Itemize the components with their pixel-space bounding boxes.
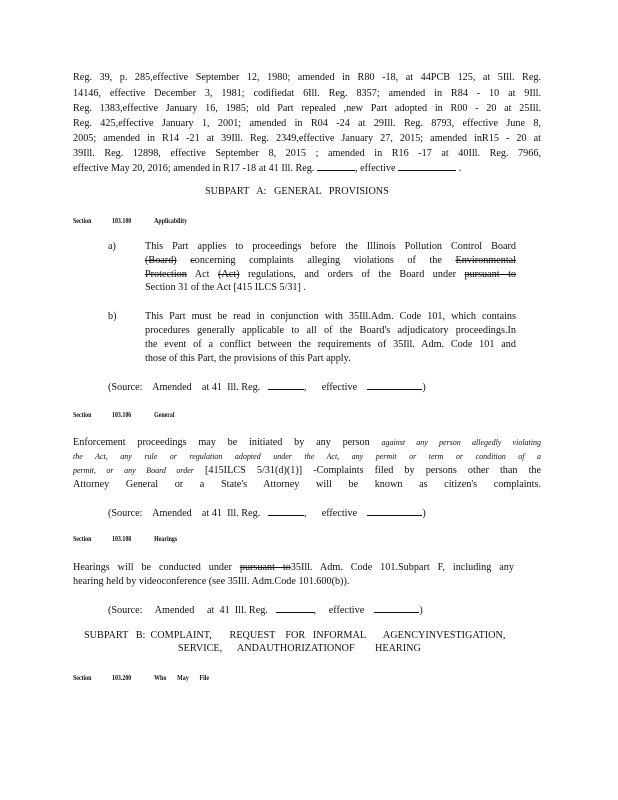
deleted-text: Protection	[145, 269, 187, 280]
history-text: .	[458, 163, 462, 174]
statutory-italic-text: against any person allegedly violating	[381, 438, 541, 447]
item-b-line: This Part must be read in conjunction with 35Ill.Adm. Code 101, which contains	[145, 311, 516, 322]
hearings-text: Hearings will be conducted under	[73, 562, 240, 573]
reg-blank	[276, 602, 314, 613]
effective-blank	[374, 602, 419, 613]
source-text: (Source: Amended at 41 Ill. Reg.	[108, 382, 261, 393]
effective-blank	[367, 505, 422, 516]
source-text: , effective	[303, 382, 358, 393]
general-line: Attorney General or a State's Attorney will be known as citizen's complaints.	[73, 479, 541, 490]
section-title: Applicability	[154, 216, 188, 225]
history-text: , effective	[354, 163, 396, 174]
deleted-text: pursuant to	[464, 269, 516, 280]
effective-blank	[367, 379, 422, 390]
history-text: effective May 20, 2016; amended in R17 -18 at 41 Ill. Reg.	[73, 163, 315, 174]
history-line: Reg. 1383,effective January 16, 1985; old Part repealed ,new Part adopted in R00 - 20 at 25Ill.	[73, 103, 541, 114]
item-a-line: Section 31 of the Act [415 ILCS 5/31] .	[145, 282, 306, 293]
source-note	[108, 505, 426, 520]
general-line	[73, 464, 541, 477]
section-103-100-heading	[73, 216, 187, 226]
source-text: )	[422, 382, 426, 393]
hearings-text: 35Ill. Adm. Code 101.Subpart F, including any	[290, 562, 514, 573]
item-a-line: This Part applies to proceedings before the Illinois Pollution Control Board	[145, 241, 516, 252]
reg-blank	[268, 505, 304, 516]
item-a-text: Act	[186, 269, 219, 280]
general-line	[73, 450, 541, 463]
general-line	[73, 436, 541, 449]
section-title: Who May File	[154, 673, 210, 682]
reg-blank	[317, 160, 355, 171]
source-text: , effective	[303, 508, 358, 519]
item-b-line: the event of a conflict between the requirements of 35Ill. Adm. Code 101 and	[145, 339, 516, 350]
reg-blank	[268, 379, 304, 390]
section-103-200-heading	[73, 673, 209, 683]
deleted-text: Environmental	[455, 255, 517, 266]
section-number: 103.100	[112, 216, 132, 225]
section-title: General	[154, 410, 175, 419]
general-text: Enforcement proceedings may be initiated by any person	[73, 437, 382, 448]
history-line: 39Ill. Reg. 12898, effective September 8, 2015 ; amended in R16 -17 at 40Ill. Reg. 7966,	[73, 148, 541, 159]
source-text: )	[419, 605, 423, 616]
section-label: Section	[73, 673, 92, 682]
section-103-106-heading	[73, 410, 175, 420]
item-a-text: oncerning complaints alleging violations of the	[194, 255, 456, 266]
source-note	[108, 379, 426, 394]
deleted-text: pursuant to	[239, 562, 291, 573]
section-title: Hearings	[154, 534, 178, 543]
general-text: [415ILCS 5/31(d)(1)] -Complaints filed by persons other than the	[193, 465, 542, 476]
item-b-line: procedures generally applicable to all of the Board's adjudicatory proceedings.In	[145, 325, 516, 336]
source-text: (Source: Amended at 41 Ill. Reg.	[108, 605, 268, 616]
section-number: 103.106	[112, 410, 132, 419]
deleted-text: (Act)	[218, 269, 240, 280]
item-a-text: regulations, and orders of the Board under	[239, 269, 465, 280]
hearings-line: hearing held by videoconference (see 35Ill. Adm.Code 101.600(b)).	[73, 576, 350, 587]
history-line: Reg. 425,effective January 1, 2001; amended in R04 -24 at 29Ill. Reg. 8793, effective June 8,	[73, 118, 541, 129]
subpart-b-heading: SUBPART B: COMPLAINT, REQUEST FOR INFORMAL AGENCYINVESTIGATION,	[84, 630, 506, 641]
deleted-text: (Board)	[145, 255, 177, 266]
item-b-line: those of this Part, the provisions of this Part apply.	[145, 353, 351, 364]
statutory-italic-text: permit, or any Board order	[73, 466, 194, 475]
source-text: , effective	[313, 605, 365, 616]
section-label: Section	[73, 534, 92, 543]
source-text: (Source: Amended at 41 Ill. Reg.	[108, 508, 261, 519]
deleted-text: c	[190, 255, 195, 266]
source-text: )	[422, 508, 426, 519]
effective-blank	[398, 160, 456, 171]
subpart-a-heading: SUBPART A: GENERAL PROVISIONS	[205, 186, 389, 197]
item-a-line	[145, 268, 516, 281]
item-b-marker: b)	[108, 311, 117, 322]
section-label: Section	[73, 410, 92, 419]
section-label: Section	[73, 216, 92, 225]
hearings-line	[73, 561, 514, 574]
section-number: 103.200	[112, 673, 132, 682]
statutory-italic-text: the Act, any rule or regulation adopted under the Act, any permit or term or condition of a	[73, 452, 541, 461]
section-number: 103.108	[112, 534, 132, 543]
item-a-line	[145, 254, 516, 267]
history-line: 2005; amended in R14 -21 at 39Ill. Reg. 2349,effective January 27, 2015; amended inR15 - 20 at	[73, 133, 541, 144]
history-line: Reg. 39, p. 285,effective September 12, 1980; amended in R80 -18, at 44PCB 125, at 5Ill. Reg.	[73, 72, 541, 83]
item-a-marker: a)	[108, 241, 116, 252]
history-line: 14146, effective December 3, 1981; codifiedat 6Ill. Reg. 8357; amended in R84 - 10 at 9Ill.	[73, 88, 541, 99]
subpart-b-heading-cont: SERVICE, ANDAUTHORIZATIONOF HEARING	[178, 643, 421, 654]
item-a-text	[177, 255, 191, 266]
source-note	[108, 602, 423, 617]
history-line-last	[73, 160, 541, 175]
section-103-108-heading	[73, 534, 177, 544]
